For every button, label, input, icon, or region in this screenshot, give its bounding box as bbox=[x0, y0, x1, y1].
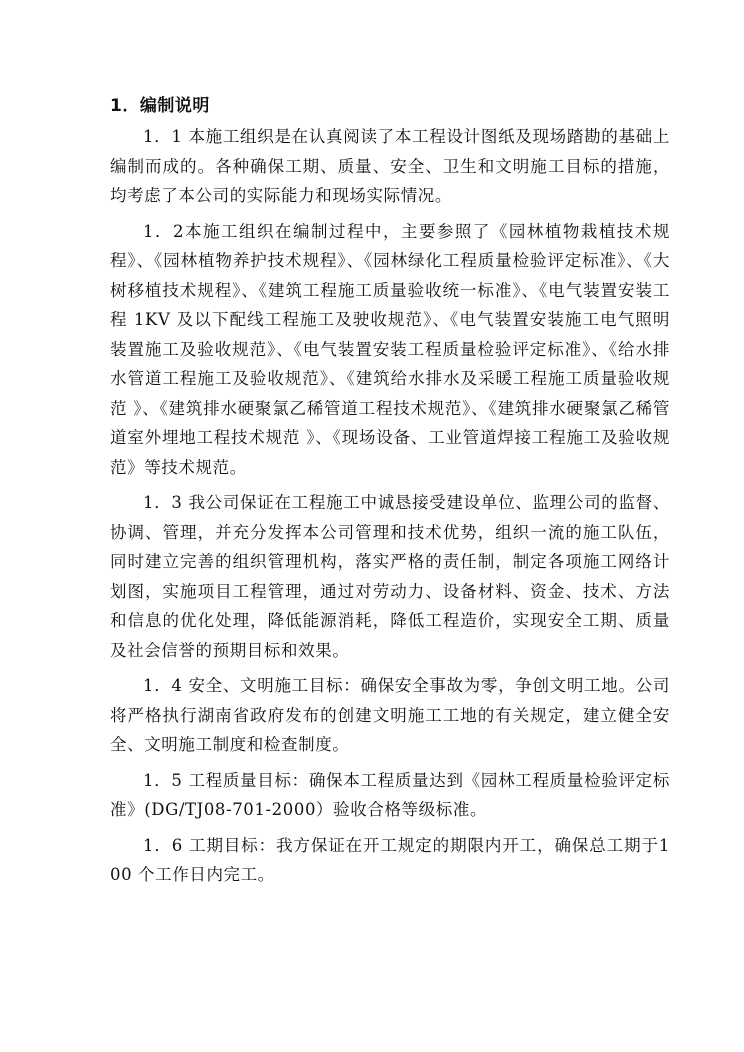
paragraph-1-2: 1．2本施工组织在编制过程中，主要参照了《园林植物栽植技术规程》、《园林植物养护技术规程》、《园林绿化工程质量检验评定标准》、《大树移植技术规程》、《建筑工程施工质量验收统一标准》、《电气装置安装工程 1KV 及以下配线工程施工及驶收规范》、《电气装置安装施工电气照明装置施工及验收规范》、《电气装置安装工程质量检验评定标准》、《给水排水管道工程施工及验收规范》、《建筑给水排水及采暖工程施工质量验收规范 》、《建筑排水硬聚氯乙稀管道工程技术规范》、《建筑排水硬聚氯乙稀管道室外埋地工程技术规范 》、《现场设备、工业管道焊接工程施工及验收规范》等技术规范。 bbox=[110, 221, 670, 477]
paragraph-1-4: 1．4 安全、文明施工目标：确保安全事故为零，争创文明工地。公司将严格执行湖南省政府发布的创建文明施工工地的有关规定，建立健全安全、文明施工制度和检查制度。 bbox=[110, 676, 670, 754]
document-body bbox=[110, 94, 670, 896]
paragraph-1-5: 1．5 工程质量目标：确保本工程质量达到《园林工程质量检验评定标准》(DG/TJ08-701-2000）验收合格等级标准。 bbox=[110, 770, 670, 819]
paragraph-1-1: 1．1 本施工组织是在认真阅读了本工程设计图纸及现场踏勘的基础上编制而成的。各种确保工期、质量、安全、卫生和文明施工目标的措施，均考虑了本公司的实际能力和现场实际情况。 bbox=[110, 127, 670, 205]
section-heading: 1．编制说明 bbox=[110, 96, 210, 116]
paragraph-1-3: 1．3 我公司保证在工程施工中诚恳接受建设单位、监理公司的监督、协调、管理，并充分发挥本公司管理和技术优势，组织一流的施工队伍，同时建立完善的组织管理机构，落实严格的责任制，制定各项施工网络计划图，实施项目工程管理，通过对劳动力、设备材料、资金、技术、方法和信息的优化处理，降低能源消耗，降低工程造价，实现安全工期、质量及社会信誉的预期目标和效果。 bbox=[110, 493, 670, 660]
paragraph-1-6: 1．6 工期目标：我方保证在开工规定的期限内开工，确保总工期于100 个工作日内完工。 bbox=[110, 835, 670, 884]
